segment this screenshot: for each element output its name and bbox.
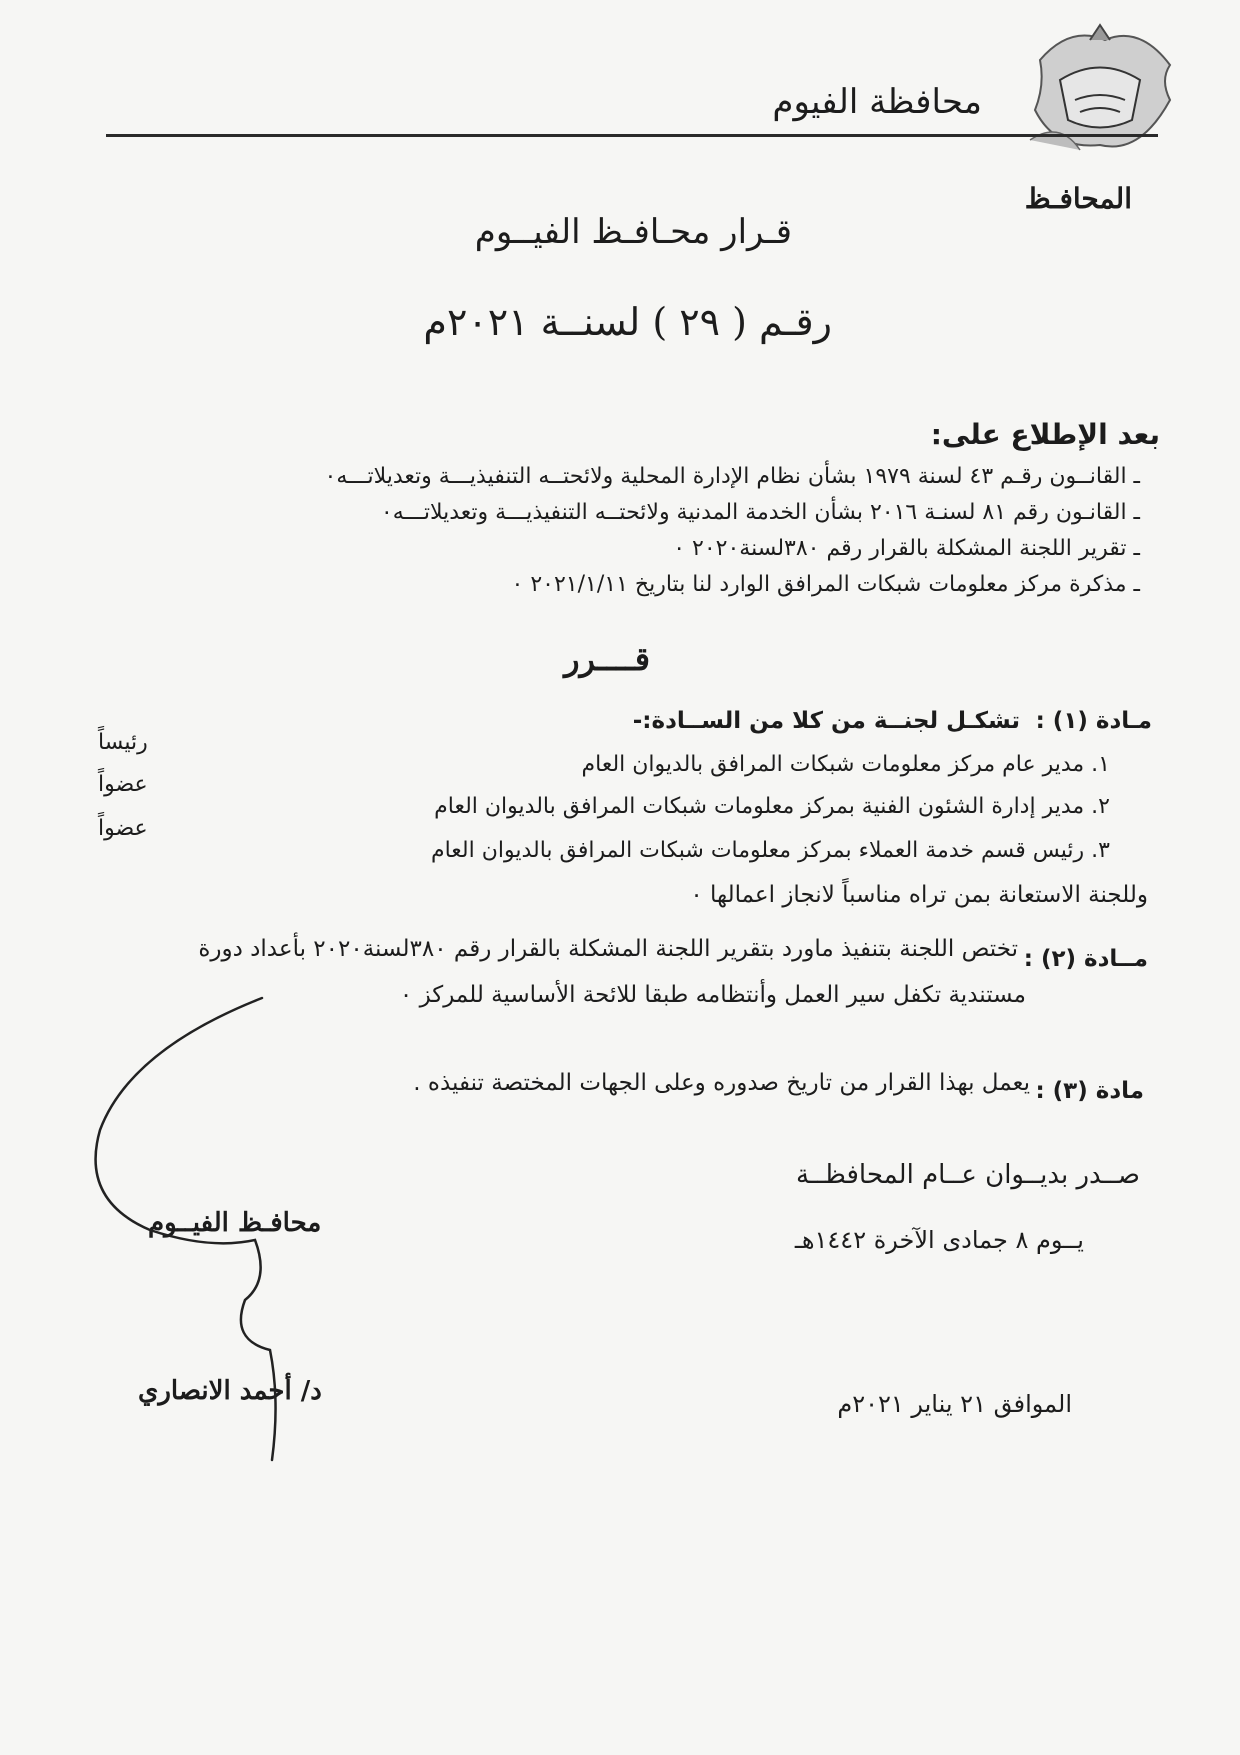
reference-item: ـ مذكرة مركز معلومات شبكات المرافق الوارد لنا بتاريخ ٢٠٢١/١/١١ ٠ xyxy=(511,572,1140,597)
article-1-label: مـادة (١) : xyxy=(1035,708,1152,734)
committee-member: ٢. مدير إدارة الشئون الفنية بمركز معلومات شبكات المرافق بالديوان العام xyxy=(434,794,1110,819)
decision-title: قـرار محـافـظ الفيــوم xyxy=(474,212,792,252)
office-label: المحافـظ xyxy=(1024,182,1132,215)
governorate-seal-icon xyxy=(1020,20,1180,160)
article-2-line-1: تختص اللجنة بتنفيذ ماورد بتقرير اللجنة المشكلة بالقرار رقم ٣٨٠لسنة٢٠٢٠ بأعداد دورة xyxy=(198,936,1018,962)
committee-role: عضواً xyxy=(98,816,148,841)
committee-role: عضواً xyxy=(98,772,148,797)
header-divider xyxy=(106,134,1158,137)
decides-heading: قــــرر xyxy=(564,640,650,678)
article-1-text: تشكـل لجنــة من كلا من الســادة:- xyxy=(632,708,1020,734)
reference-item: ـ القانــون رقـم ٤٣ لسنة ١٩٧٩ بشأن نظام الإدارة المحلية ولائحتــه التنفيذيـــة وتعديلاتـــه٠ xyxy=(324,464,1140,489)
article-3-label: مادة (٣) : xyxy=(1035,1078,1144,1104)
governor-name: د/ أحمد الانصاري xyxy=(138,1376,322,1406)
issued-at: صــدر بديــوان عــام المحافظــة xyxy=(796,1160,1140,1190)
committee-member: ٣. رئيس قسم خدمة العملاء بمركز معلومات شبكات المرافق بالديوان العام xyxy=(430,838,1110,863)
gregorian-date: الموافق ٢١ يناير ٢٠٢١م xyxy=(837,1390,1072,1418)
decision-number: رقـم ( ٢٩ ) لسنــة ٢٠٢١م xyxy=(423,300,832,344)
governor-title: محافـظ الفيــوم xyxy=(148,1208,322,1238)
article-3-text: يعمل بهذا القرار من تاريخ صدوره وعلى الجهات المختصة تنفيذه . xyxy=(413,1070,1030,1096)
reference-item: ـ تقرير اللجنة المشكلة بالقرار رقم ٣٨٠لسنة٢٠٢٠ ٠ xyxy=(673,536,1140,561)
article-2-line-2: مستندية تكفل سير العمل وأنتظامه طبقا للائحة الأساسية للمركز ٠ xyxy=(399,982,1026,1008)
committee-role: رئيساً xyxy=(98,730,148,755)
hijri-date: يــوم ٨ جمادى الآخرة ١٤٤٢هـ xyxy=(794,1226,1084,1254)
committee-member: ١. مدير عام مركز معلومات شبكات المرافق بالديوان العام xyxy=(581,752,1110,777)
reference-item: ـ القانـون رقم ٨١ لسنـة ٢٠١٦ بشأن الخدمة المدنية ولائحتــه التنفيذيـــة وتعديلاتـــه٠ xyxy=(380,500,1140,525)
article-2-label: مــادة (٢) : xyxy=(1023,946,1148,972)
article-1-closing: وللجنة الاستعانة بمن تراه مناسباً لانجاز اعمالها ٠ xyxy=(690,882,1148,908)
preamble-heading: بعد الإطلاع على: xyxy=(930,418,1160,451)
governorate-name: محافظة الفيوم xyxy=(772,82,982,122)
